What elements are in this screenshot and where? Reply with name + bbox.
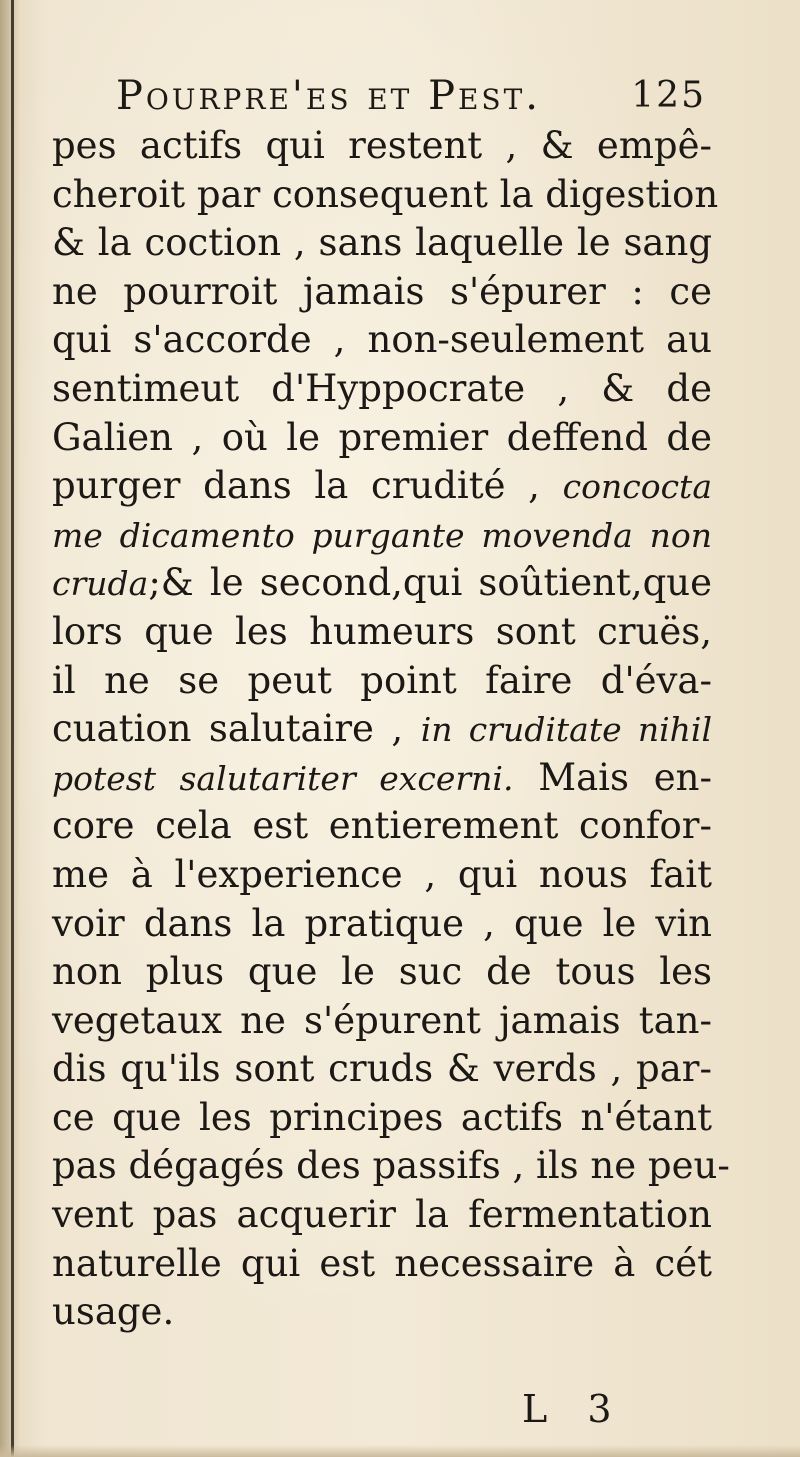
text-line: core cela est entierement confor- [52, 804, 712, 848]
text-line: cuation salutaire , in cruditate nihil [52, 707, 712, 751]
text-line: vent pas acquerir la fermentation [52, 1193, 712, 1237]
text-line: il ne se peut point faire d'éva- [52, 658, 712, 702]
page-left-edge [0, 0, 20, 1457]
text-line: naturelle qui est necessaire à cét [52, 1241, 712, 1285]
text-line: vegetaux ne s'épurent jamais tan- [52, 998, 712, 1042]
text-line: Galien , où le premier deffend de [52, 415, 712, 459]
text-line: me à l'experience , qui nous fait [52, 852, 712, 896]
text-line: voir dans la pratique , que le vin [52, 901, 712, 945]
text-line: ne pourroit jamais s'épurer : ce [52, 269, 712, 313]
signature-mark: L 3 [522, 1387, 626, 1431]
text-line: pas dégagés des passifs , ils ne peu- [52, 1144, 730, 1188]
text-line: cruda;& le second,qui soûtient,que [52, 561, 712, 605]
text-line: me dicamento purgante movenda non [52, 515, 712, 555]
text-line: purger dans la crudité , concocta [52, 464, 712, 508]
text-line: non plus que le suc de tous les [52, 950, 712, 994]
running-header [116, 66, 706, 126]
body-text [52, 122, 730, 1337]
text-line: sentimeut d'Hyppocrate , & de [52, 366, 712, 410]
running-title: Pourpre'es et Pest. [116, 73, 541, 119]
page-number: 125 [631, 75, 706, 116]
page-bottom-edge [0, 1445, 800, 1457]
binding-line [11, 0, 14, 1457]
text-line: cheroit par consequent la digestion [52, 172, 719, 216]
text-line: & la coction , sans laquelle le sang [52, 221, 712, 265]
text-line: usage. [52, 1290, 175, 1334]
text-line: potest salutariter excerni. Mais en- [52, 755, 712, 799]
text-line: pes actifs qui restent , & empê- [52, 124, 712, 167]
text-line: lors que les humeurs sont cruës, [52, 609, 712, 653]
text-line: dis qu'ils sont cruds & verds , par- [52, 1047, 712, 1091]
text-line: ce que les principes actifs n'étant [52, 1095, 712, 1139]
text-line: qui s'accorde , non-seulement au [52, 318, 712, 362]
